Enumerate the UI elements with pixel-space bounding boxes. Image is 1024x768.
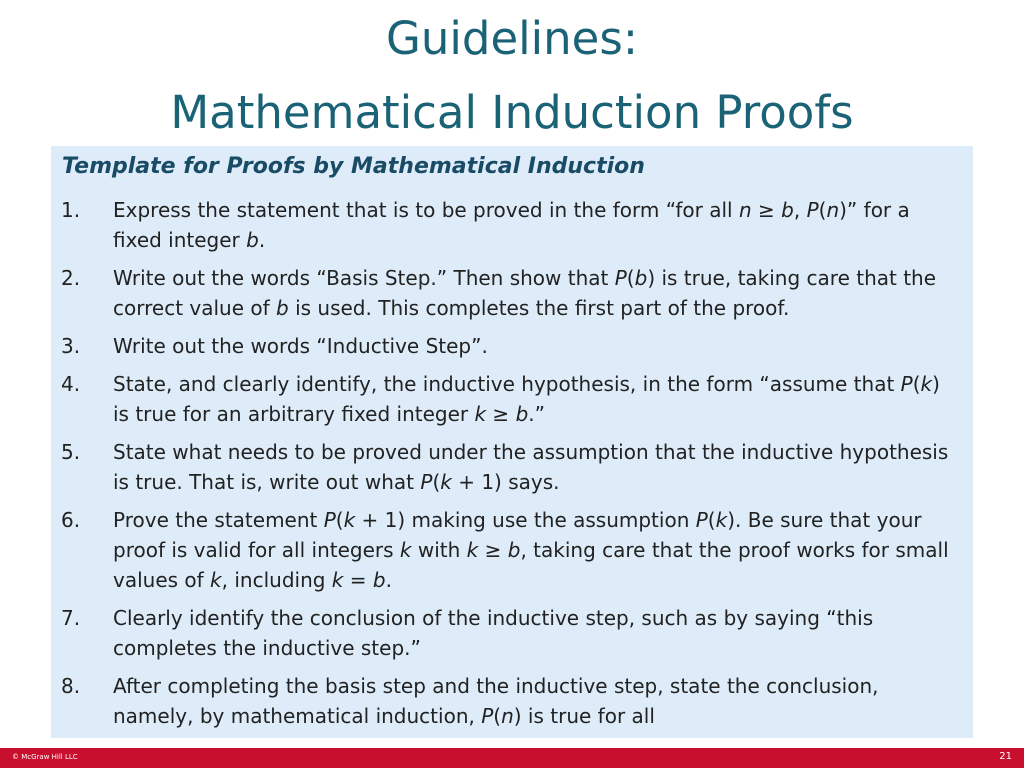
step-text: Express the statement that is to be proved in the form “for all n ≥ b, P(n)” for a fixed integer b.	[113, 198, 910, 252]
step-item	[61, 437, 961, 497]
step-item	[61, 195, 961, 255]
step-item	[61, 603, 961, 663]
step-text: Prove the statement P(k + 1) making use the assumption P(k). Be sure that your proof is valid for all integers k with k ≥ b, taking care that the proof works for small values of k, including k = b.	[113, 508, 949, 592]
step-item	[61, 331, 961, 361]
steps-list	[61, 195, 961, 738]
page-number: 21	[999, 751, 1012, 762]
panel-heading: Template for Proofs by Mathematical Induction	[62, 154, 645, 179]
step-text: After completing the basis step and the inductive step, state the conclusion, namely, by mathematical induction, P(n) is true for all	[113, 674, 879, 728]
step-text: Write out the words “Inductive Step”.	[113, 334, 488, 358]
step-item	[61, 671, 961, 731]
template-panel	[51, 146, 973, 738]
step-item	[61, 369, 961, 429]
slide-title	[0, 2, 1024, 150]
step-number: 8.	[61, 674, 81, 698]
step-number: 1.	[61, 198, 81, 222]
step-item	[61, 263, 961, 323]
step-item	[61, 505, 961, 595]
step-number: 2.	[61, 266, 81, 290]
step-text: State, and clearly identify, the inductive hypothesis, in the form “assume that P(k) is true for an arbitrary fixed integer k ≥ b.”	[113, 372, 940, 426]
title-line-2: Mathematical Induction Proofs	[170, 86, 854, 139]
step-number: 6.	[61, 508, 81, 532]
title-line-1: Guidelines:	[386, 12, 638, 65]
step-text: State what needs to be proved under the assumption that the inductive hypothesis is true. That is, write out what P(k + 1) says.	[113, 440, 949, 494]
footer-bar	[0, 748, 1024, 768]
step-text: Write out the words “Basis Step.” Then show that P(b) is true, taking care that the correct value of b is used. This completes the first part of the proof.	[113, 266, 937, 320]
copyright-text: © McGraw Hill LLC	[12, 753, 78, 761]
step-number: 3.	[61, 334, 81, 358]
step-number: 7.	[61, 606, 81, 630]
step-number: 4.	[61, 372, 81, 396]
step-number: 5.	[61, 440, 81, 464]
step-text: Clearly identify the conclusion of the inductive step, such as by saying “this completes the inductive step.”	[113, 606, 874, 660]
